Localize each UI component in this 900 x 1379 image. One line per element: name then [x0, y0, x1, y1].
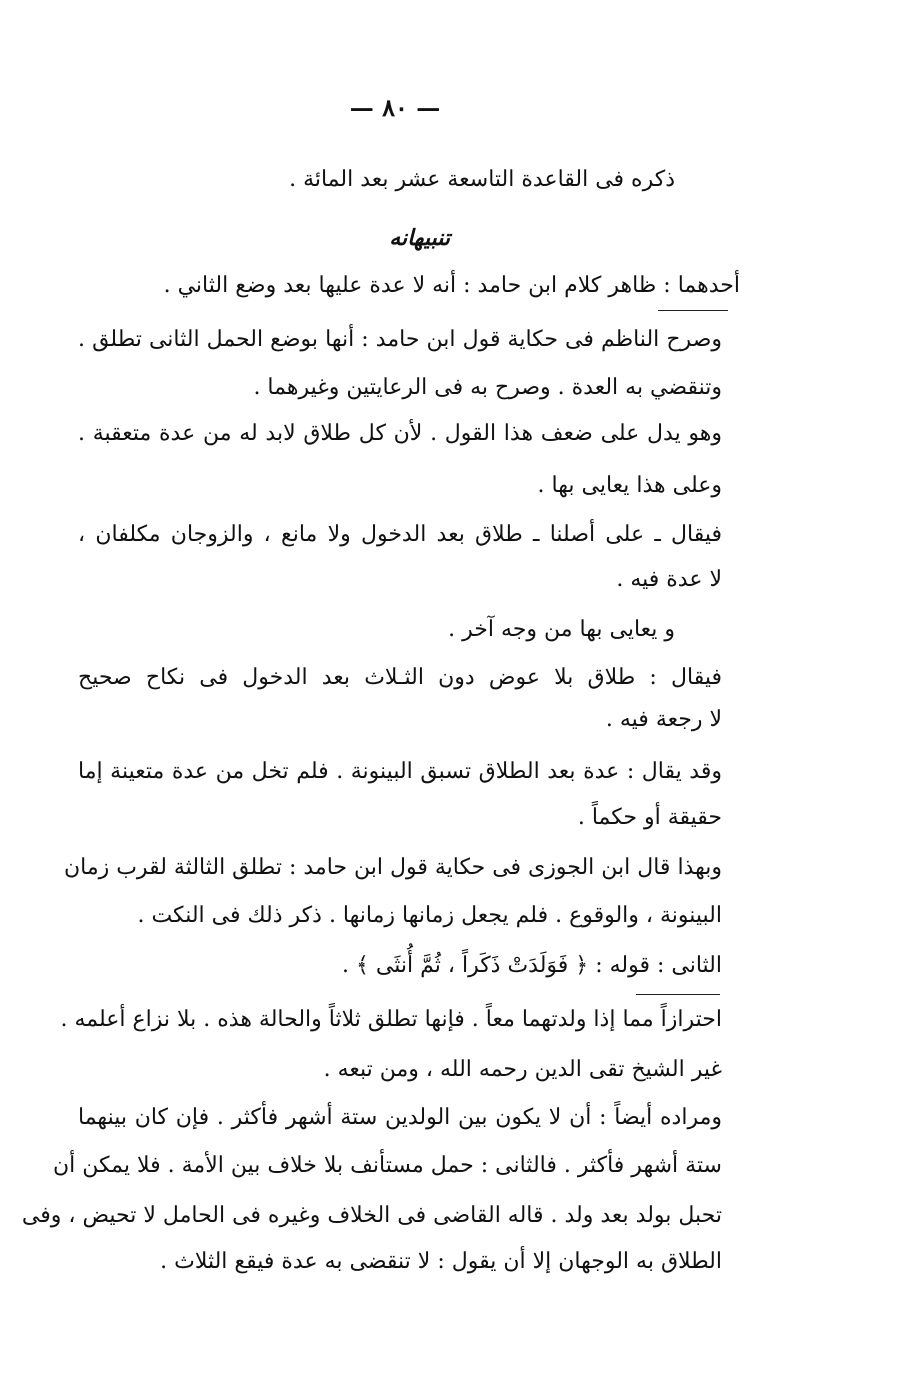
text-line: لا عدة فيه . [616, 567, 722, 592]
text-line: ذكره فى القاعدة التاسعة عشر بعد المائة . [289, 167, 675, 192]
section-heading: تنبيهانه [389, 225, 450, 251]
text-line: حقيقة أو حكماً . [577, 805, 722, 830]
text-line: و يعايى بها من وجه آخر . [448, 617, 675, 642]
text-line: وبهذا قال ابن الجوزى فى حكاية قول ابن حامد : تطلق الثالثة لقرب زمان [63, 855, 722, 880]
text-line: وقد يقال : عدة بعد الطلاق تسبق البينونة . فلم تخل من عدة متعينة إما [78, 759, 722, 784]
text-line: الطلاق به الوجهان إلا أن يقول : لا تنقضى به عدة فيقع الثلاث . [160, 1249, 722, 1274]
text-line: وعلى هذا يعايى بها . [537, 473, 722, 498]
text-line: ستة أشهر فأكثر . فالثانى : حمل مستأنف بلا خلاف بين الأمة . فلا يمكن أن [53, 1153, 722, 1178]
text-line: لا رجعة فيه . [605, 707, 722, 732]
text-line: وصرح الناظم فى حكاية قول ابن حامد : أنها بوضع الحمل الثانى تطلق . [78, 327, 722, 352]
page-number: — ٨٠ — [349, 93, 441, 122]
text-line: وهو يدل على ضعف هذا القول . لأن كل طلاق لابد له من عدة متعقبة . [78, 421, 722, 446]
text-line: البينونة ، والوقوع . فلم يجعل زمانها زمانها . ذكر ذلك فى النكت . [137, 903, 722, 928]
text-line: احترازاً مما إذا ولدتهما معاً . فإنها تطلق ثلاثاً والحالة هذه . بلا نزاع أعلمه . [60, 1007, 722, 1032]
text-line: غير الشيخ تقى الدين رحمه الله ، ومن تبعه . [323, 1057, 722, 1082]
text-line: الثانى : قوله : ﴿ فَوَلَدَتْ ذَكَراً ، ثُمَّ أُنثَى ﴾ . [342, 953, 722, 978]
text-line: وتنقضي به العدة . وصرح به فى الرعايتين وغيرهما . [253, 375, 722, 400]
text-line: تحبل بولد بعد ولد . قاله القاضى فى الخلاف وغيره فى الحامل لا تحيض ، وفى [21, 1203, 722, 1228]
underline-rule [636, 994, 720, 995]
text-line: أحدهما : ظاهر كلام ابن حامد : أنه لا عدة عليها بعد وضع الثاني . [163, 273, 740, 298]
text-line: ومراده أيضاً : أن لا يكون بين الولدين ستة أشهر فأكثر . فإن كان بينهما [78, 1105, 722, 1130]
underline-rule [658, 310, 728, 311]
text-line: فيقال ـ على أصلنا ـ طلاق بعد الدخول ولا مانع ، والزوجان مكلفان ، [78, 522, 722, 547]
text-line: فيقال : طلاق بلا عوض دون الثـلاث بعد الدخول فى نكاح صحيح [78, 665, 722, 690]
